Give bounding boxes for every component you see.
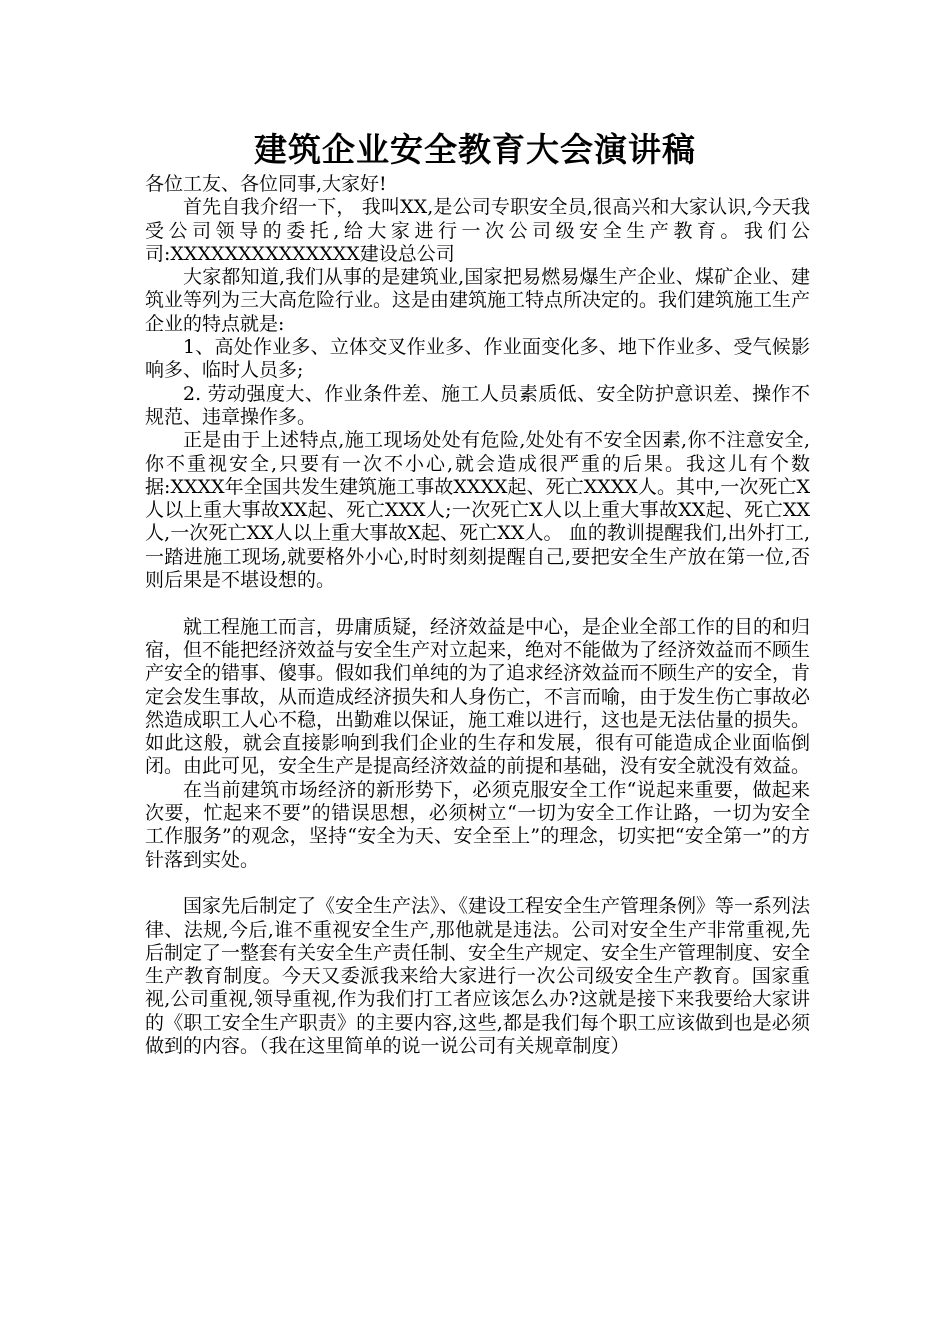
greeting-paragraph: 各位工友、各位同事,大家好! [145,173,387,195]
accident-data-paragraph: 正是由于上述特点,施工现场处处有危险,处处有不安全因素,你不注意安全,你不重视安全,只要有一次不小心,就会造成很严重的后果。我这儿有个数据:XXXX年全国共发生建筑施工事故XXXX起、死亡XXXX人。其中,一次死亡X人以上重大事故XX起、死亡XXX人;一次死亡X人以上重大事故XX起、死亡XX人,一次死亡XX人以上重大事故X起、死亡XX人。 血的教训提醒我们,出外打工,一踏进施工现场,就要格外小心,时时刻刻提醒自己,要把安全生产放在第一位,否则后果是不堪设想的。 [145,429,810,592]
economic-benefit-paragraph: 就工程施工而言，毋庸质疑，经济效益是中心，是企业全部工作的目的和归宿，但不能把经济效益与安全生产对立起来，绝对不能做为了经济效益而不顾生产安全的错事、傻事。假如我们单纯的为了追求经济效益而不顾生产的安全，肯定会发生事故，从而造成经济损失和人身伤亡，不言而喻，由于发生伤亡事故必然造成职工人心不稳，出勤难以保证，施工难以进行，这也是无法估量的损失。如此这般，就会直接影响到我们企业的生存和发展，很有可能造成企业面临倒闭。由此可见，安全生产是提高经济效益的前提和基础，没有安全就没有效益。 [145,615,811,778]
industry-paragraph: 大家都知道,我们从事的是建筑业,国家把易燃易爆生产企业、煤矿企业、建筑业等列为三大高危险行业。这是由建筑施工特点所决定的。我们建筑施工生产企业的特点就是: [145,266,811,335]
paragraph-spacer [145,592,810,615]
document-body [145,173,810,1058]
document-title: 建筑企业安全教育大会演讲稿 [254,130,696,169]
safety-first-paragraph: 在当前建筑市场经济的新形势下，必须克服安全工作“说起来重要，做起来次要，忙起来不要”的错误思想，必须树立“一切为安全工作让路，一切为安全工作服务”的观念，坚持“安全为天、安全至上”的理念，切实把“安全第一”的方针落到实处。 [145,778,810,871]
characteristic-item-1: 1、高处作业多、立体交叉作业多、作业面变化多、地下作业多、受气候影响多、临时人员多; [145,336,810,382]
paragraph-spacer [145,872,810,895]
laws-paragraph: 国家先后制定了《安全生产法》、《建设工程安全生产管理条例》等一系列法律、法规,今后,谁不重视安全生产,那他就是违法。公司对安全生产非常重视,先后制定了一整套有关安全生产责任制、安全生产规定、安全生产管理制度、安全生产教育制度。今天又委派我来给大家进行一次公司级安全生产教育。国家重视,公司重视,领导重视,作为我们打工者应该怎么办?这就是接下来我要给大家讲的《职工安全生产职责》的主要内容,这些,都是我们每个职工应该做到也是必须做到的内容。（我在这里简单的说一说公司有关规章制度） [145,895,811,1057]
introduction-paragraph: 首先自我介绍一下， 我叫XX,是公司专职安全员,很高兴和大家认识,今天我受公司领导的委托,给大家进行一次公司级安全生产教育。我们公司:XXXXXXXXXXXXXX建设总公司 [145,196,810,265]
characteristic-item-2: 2. 劳动强度大、作业条件差、施工人员素质低、安全防护意识差、操作不规范、违章操作多。 [145,382,810,428]
